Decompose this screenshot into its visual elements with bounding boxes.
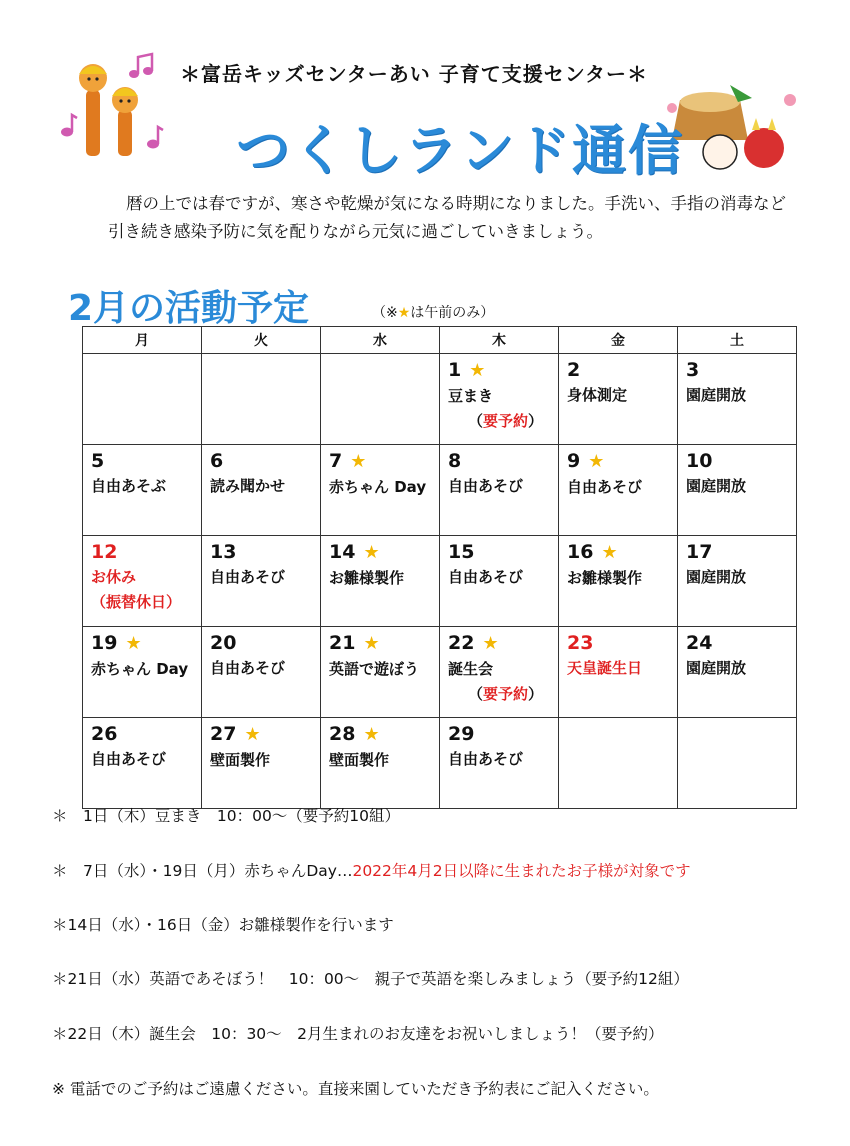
bullet-birthday: ＊22日（木）誕生会 10：30～ 2月生まれのお友達をお祝いしましょう！（要予約） [52, 1025, 664, 1043]
event-label: お雛様製作 [329, 569, 405, 587]
day-label: 22 [448, 632, 475, 654]
event-label: 自由あそび [91, 750, 167, 768]
calendar-cell [440, 718, 559, 809]
calendar-cell [83, 718, 202, 809]
weekday-fri: 金 [559, 327, 678, 354]
day-number: 8 [448, 450, 462, 472]
event-label: 園庭開放 [686, 659, 747, 677]
day-label: 27 [210, 723, 237, 745]
event-label: 壁面製作 [329, 751, 390, 769]
calendar-cell [678, 354, 797, 445]
day-number [329, 631, 431, 656]
paren-close: ） [528, 685, 544, 703]
event-label: 赤ちゃん Day [329, 478, 427, 496]
event-label: 赤ちゃん Day [91, 660, 189, 678]
day-number: 6 [210, 450, 224, 472]
bullet-eligibility: 2022年4月2日以降に生まれたお子様が対象です [352, 862, 691, 880]
day-number: 13 [210, 541, 237, 563]
calendar-cell [321, 536, 440, 627]
day-number: 10 [686, 450, 713, 472]
calendar-week [83, 536, 797, 627]
paren-open: （ [468, 412, 484, 430]
paren-open: （ [468, 685, 484, 703]
weekday-wed: 水 [321, 327, 440, 354]
calendar-cell-holiday [83, 536, 202, 627]
reservation-required: 要予約 [483, 685, 529, 703]
music-note-icon [60, 112, 78, 138]
weekday-thu: 木 [440, 327, 559, 354]
reservation-note [448, 682, 550, 706]
calendar-cell [440, 354, 559, 445]
day-number: 2 [567, 359, 581, 381]
calendar-cell [440, 445, 559, 536]
calendar-cell-empty [559, 718, 678, 809]
intro-text: 暦の上では春ですが、寒さや乾燥が気になる時期になりました。手洗い、手指の消毒など引き続き感染予防に気を配りながら元気に過ごしていきましょう。 [108, 194, 786, 241]
bullet-hina-craft: ＊14日（水）・16日（金）お雛様製作を行います [52, 916, 394, 934]
event-label: 自由あそび [210, 659, 286, 677]
day-label: 7 [329, 450, 343, 472]
star-icon: ★ [125, 633, 142, 654]
event-label: 自由あそび [567, 478, 643, 496]
day-number [329, 449, 431, 474]
star-icon: ★ [469, 360, 486, 381]
day-label: 21 [329, 632, 356, 654]
star-icon: ★ [244, 724, 261, 745]
day-number [567, 449, 669, 474]
day-number: 5 [91, 450, 105, 472]
music-note-icon [128, 52, 154, 80]
calendar-cell [202, 718, 321, 809]
bullet-text: ＊ 7日（水）・19日（月）赤ちゃんDay… [52, 862, 353, 880]
newsletter-title: つくしランド通信 [236, 119, 684, 182]
calendar-cell-empty [202, 354, 321, 445]
calendar-cell [678, 536, 797, 627]
event-label: お休み [91, 568, 137, 586]
reservation-notice: ※ 電話でのご予約はご遠慮ください。直接来園していただき予約表にご記入ください。 [52, 1080, 659, 1098]
star-icon: ★ [350, 451, 367, 472]
day-number [448, 358, 550, 383]
calendar-table [82, 326, 797, 809]
calendar-cell-empty [321, 354, 440, 445]
bullet-baby-day [52, 859, 691, 881]
weekday-tue: 火 [202, 327, 321, 354]
holiday-note: （振替休日） [91, 593, 182, 611]
calendar-week [83, 354, 797, 445]
calendar-cell [321, 718, 440, 809]
day-label: 14 [329, 541, 356, 563]
event-label: 誕生会 [448, 660, 494, 678]
star-icon: ★ [601, 542, 618, 563]
day-number [329, 540, 431, 565]
event-label: 身体測定 [567, 386, 628, 404]
calendar-cell [678, 627, 797, 718]
star-icon: ★ [482, 633, 499, 654]
calendar-cell-empty [83, 354, 202, 445]
star-icon: ★ [363, 633, 380, 654]
day-number [329, 722, 431, 747]
day-number: 20 [210, 632, 237, 654]
day-number [448, 631, 550, 656]
calendar-cell-empty [678, 718, 797, 809]
music-note-icon [146, 124, 164, 150]
reservation-required: 要予約 [483, 412, 529, 430]
schedule-heading: 2月の活動予定 [68, 288, 310, 329]
calendar-cell [559, 445, 678, 536]
calendar-cell [559, 536, 678, 627]
event-label: 自由あそび [448, 568, 524, 586]
day-label: 9 [567, 450, 581, 472]
event-label: 読み聞かせ [210, 477, 286, 495]
event-label: 豆まき [448, 387, 494, 405]
day-label: 28 [329, 723, 356, 745]
calendar-cell [202, 627, 321, 718]
calendar-cell-holiday [559, 627, 678, 718]
weekday-sat: 土 [678, 327, 797, 354]
weekday-header-row [83, 327, 797, 354]
star-icon: ★ [363, 724, 380, 745]
day-number: 26 [91, 723, 118, 745]
bullet-english: ＊21日（水）英語であそぼう！ 10：00～ 親子で英語を楽しみましょう（要予約12組） [52, 970, 689, 988]
event-label: 自由あそび [210, 568, 286, 586]
calendar-cell [321, 445, 440, 536]
day-number [210, 722, 312, 747]
calendar-cell [678, 445, 797, 536]
day-number: 3 [686, 359, 700, 381]
day-number [91, 631, 193, 656]
calendar-cell [321, 627, 440, 718]
calendar-week [83, 445, 797, 536]
note-suffix: は午前のみ） [410, 305, 495, 321]
reservation-note [448, 409, 550, 433]
event-label: 壁面製作 [210, 751, 271, 769]
calendar-cell [440, 627, 559, 718]
day-number: 12 [91, 541, 118, 563]
day-number: 15 [448, 541, 475, 563]
day-number: 17 [686, 541, 713, 563]
paren-close: ） [528, 412, 544, 430]
calendar-cell [202, 536, 321, 627]
calendar-cell [440, 536, 559, 627]
day-label: 1 [448, 359, 462, 381]
calendar-cell [83, 627, 202, 718]
calendar-cell [559, 354, 678, 445]
star-icon: ★ [397, 305, 411, 321]
event-label: 天皇誕生日 [567, 659, 643, 677]
event-label: 英語で遊ぼう [329, 660, 420, 678]
event-label: 園庭開放 [686, 477, 747, 495]
day-number: 24 [686, 632, 713, 654]
event-label: 自由あそぶ [91, 477, 167, 495]
event-label: 園庭開放 [686, 568, 747, 586]
weekday-mon: 月 [83, 327, 202, 354]
event-label: 自由あそび [448, 750, 524, 768]
event-label: お雛様製作 [567, 569, 643, 587]
star-icon: ★ [363, 542, 380, 563]
calendar-week [83, 718, 797, 809]
bullet-mamemaki: ＊ 1日（木）豆まき 10：00～（要予約10組） [52, 807, 401, 825]
day-label: 19 [91, 632, 118, 654]
day-number: 23 [567, 632, 594, 654]
event-label: 自由あそび [448, 477, 524, 495]
day-label: 16 [567, 541, 594, 563]
star-icon: ★ [588, 451, 605, 472]
calendar-cell [83, 445, 202, 536]
note-prefix: （※ [372, 305, 398, 321]
calendar-week [83, 627, 797, 718]
organization-name: ＊富岳キッズセンターあい 子育て支援センター＊ [180, 62, 648, 86]
day-number [567, 540, 669, 565]
day-number: 29 [448, 723, 475, 745]
event-label: 園庭開放 [686, 386, 747, 404]
calendar-cell [202, 445, 321, 536]
schedule-note [372, 302, 494, 322]
